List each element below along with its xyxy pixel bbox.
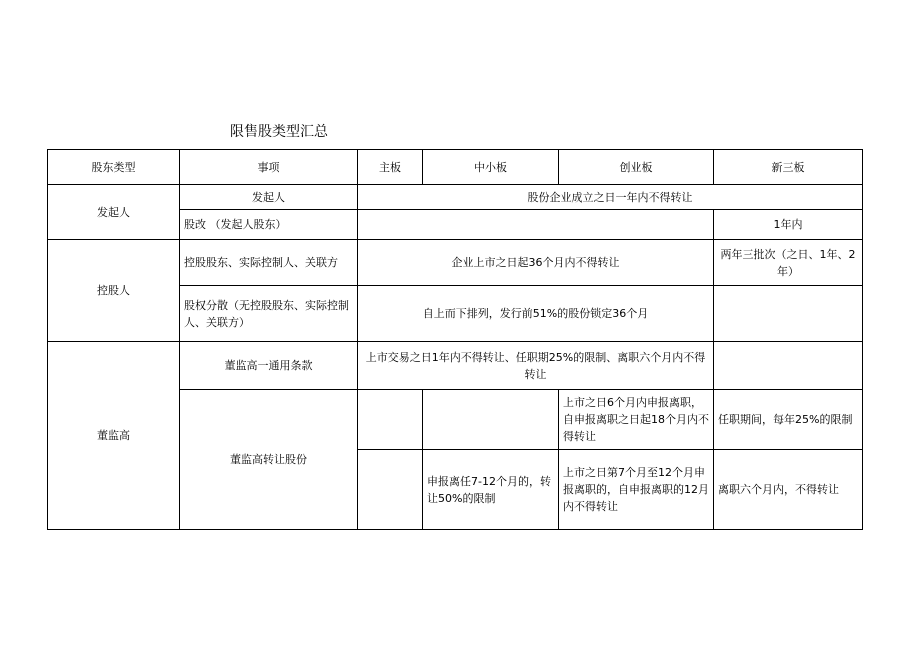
header-neeq: 新三板: [714, 150, 863, 185]
group-label-promoter: 发起人: [48, 185, 180, 240]
header-shareholder-type: 股东类型: [48, 150, 180, 185]
restricted-shares-table: [47, 149, 863, 530]
item-label: 董监高一通用条款: [180, 342, 358, 390]
group-label-controller: 控股人: [48, 240, 180, 342]
header-main-board: 主板: [358, 150, 423, 185]
table-header-row: [48, 150, 863, 185]
item-label: 董监高转让股份: [180, 390, 358, 530]
rule-cell: 1年内: [714, 210, 863, 240]
rule-cell: 两年三批次（之日、1年、2年）: [714, 240, 863, 286]
rule-cell: 股份企业成立之日一年内不得转让: [358, 185, 863, 210]
empty-cell: [714, 342, 863, 390]
document-title: 限售股类型汇总: [230, 124, 328, 140]
rule-cell: 申报离任7-12个月的，转让50%的限制: [423, 450, 559, 530]
rule-cell: 自上而下排列，发行前51%的股份锁定36个月: [358, 286, 714, 342]
item-label: 股权分散（无控股股东、实际控制人、关联方）: [180, 286, 358, 342]
header-sme-board: 中小板: [423, 150, 559, 185]
table-row: [48, 185, 863, 210]
rule-cell: 上市之日6个月内申报离职，自申报离职之日起18个月内不得转让: [559, 390, 714, 450]
item-label: 控股股东、实际控制人、关联方: [180, 240, 358, 286]
header-item: 事项: [180, 150, 358, 185]
rule-cell: 离职六个月内，不得转让: [714, 450, 863, 530]
empty-cell: [358, 450, 423, 530]
item-label: 股改 （发起人股东）: [180, 210, 358, 240]
table-row: [48, 240, 863, 286]
empty-cell: [423, 390, 559, 450]
group-label-dse: 董监高: [48, 342, 180, 530]
header-chinext: 创业板: [559, 150, 714, 185]
rule-cell: 任职期间，每年25%的限制: [714, 390, 863, 450]
rule-cell: 企业上市之日起36个月内不得转让: [358, 240, 714, 286]
item-label: 发起人: [180, 185, 358, 210]
rule-cell: 上市交易之日1年内不得转让、任职期25%的限制、离职六个月内不得转让: [358, 342, 714, 390]
empty-cell: [358, 210, 714, 240]
empty-cell: [358, 390, 423, 450]
rule-cell: 上市之日第7个月至12个月申报离职的，自申报离职的12月内不得转让: [559, 450, 714, 530]
table-row: [48, 342, 863, 390]
empty-cell: [714, 286, 863, 342]
